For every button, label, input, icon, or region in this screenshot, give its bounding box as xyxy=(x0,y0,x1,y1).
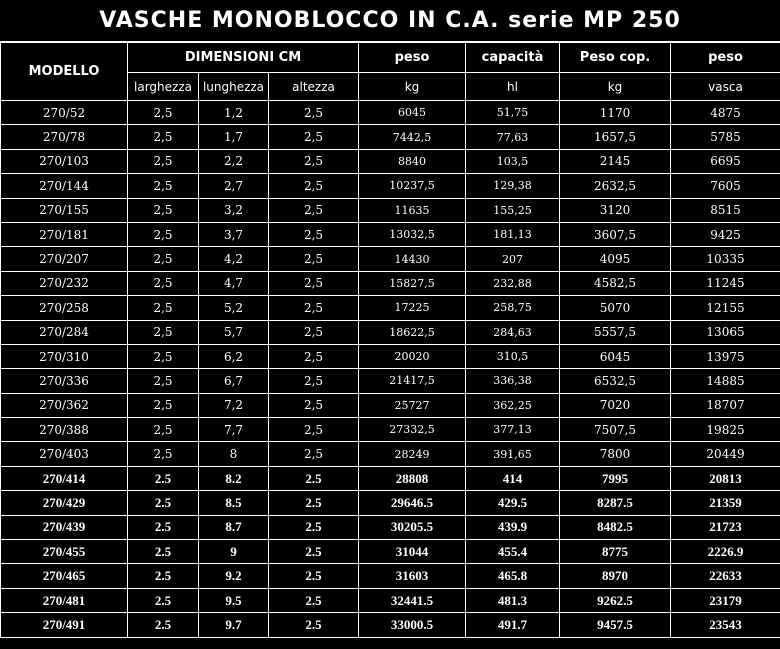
header-dimensioni: DIMENSIONI CM xyxy=(128,43,359,73)
cell-lunghezza: 2,2 xyxy=(199,149,269,173)
cell-altezza: 2.5 xyxy=(269,564,359,588)
cell-peso: 13032,5 xyxy=(359,222,466,246)
cell-capacita: 455.4 xyxy=(466,540,560,564)
cell-altezza: 2,5 xyxy=(269,101,359,125)
cell-peso-vasca: 11245 xyxy=(671,271,780,295)
cell-altezza: 2,5 xyxy=(269,320,359,344)
cell-peso-cop: 7800 xyxy=(560,442,671,466)
cell-larghezza: 2,5 xyxy=(128,198,199,222)
cell-peso-vasca: 23179 xyxy=(671,588,780,612)
cell-lunghezza: 9.7 xyxy=(199,613,269,637)
cell-peso-cop: 4095 xyxy=(560,247,671,271)
cell-lunghezza: 4,7 xyxy=(199,271,269,295)
cell-larghezza: 2.5 xyxy=(128,588,199,612)
cell-capacita: 310,5 xyxy=(466,344,560,368)
cell-modello: 270/155 xyxy=(1,198,128,222)
cell-capacita: 414 xyxy=(466,466,560,490)
table-row xyxy=(1,466,780,490)
cell-larghezza: 2,5 xyxy=(128,369,199,393)
cell-peso: 6045 xyxy=(359,101,466,125)
table-row xyxy=(1,588,780,612)
cell-peso-cop: 9262.5 xyxy=(560,588,671,612)
cell-modello: 270/429 xyxy=(1,491,128,515)
cell-lunghezza: 7,2 xyxy=(199,393,269,417)
cell-peso-vasca: 22633 xyxy=(671,564,780,588)
cell-modello: 270/439 xyxy=(1,515,128,539)
cell-peso-vasca: 19825 xyxy=(671,418,780,442)
header-peso-vasca: peso xyxy=(671,43,780,73)
cell-larghezza: 2.5 xyxy=(128,515,199,539)
cell-peso: 8840 xyxy=(359,149,466,173)
cell-lunghezza: 1,2 xyxy=(199,101,269,125)
table-row xyxy=(1,344,780,368)
cell-capacita: 103,5 xyxy=(466,149,560,173)
cell-peso: 25727 xyxy=(359,393,466,417)
cell-modello: 270/284 xyxy=(1,320,128,344)
table-row xyxy=(1,222,780,246)
table-row xyxy=(1,198,780,222)
cell-lunghezza: 8.7 xyxy=(199,515,269,539)
cell-lunghezza: 4,2 xyxy=(199,247,269,271)
table-row xyxy=(1,247,780,271)
cell-peso-vasca: 20449 xyxy=(671,442,780,466)
cell-altezza: 2,5 xyxy=(269,296,359,320)
header-capacita-unit: hl xyxy=(466,73,560,101)
table-row xyxy=(1,418,780,442)
table-row xyxy=(1,491,780,515)
cell-peso: 32441.5 xyxy=(359,588,466,612)
cell-larghezza: 2,5 xyxy=(128,271,199,295)
cell-lunghezza: 7,7 xyxy=(199,418,269,442)
cell-larghezza: 2,5 xyxy=(128,149,199,173)
cell-altezza: 2.5 xyxy=(269,588,359,612)
cell-capacita: 51,75 xyxy=(466,101,560,125)
cell-altezza: 2,5 xyxy=(269,442,359,466)
cell-capacita: 155,25 xyxy=(466,198,560,222)
cell-capacita: 336,38 xyxy=(466,369,560,393)
cell-altezza: 2,5 xyxy=(269,418,359,442)
cell-modello: 270/388 xyxy=(1,418,128,442)
header-lunghezza: lunghezza xyxy=(199,73,269,101)
cell-altezza: 2,5 xyxy=(269,344,359,368)
cell-peso: 28808 xyxy=(359,466,466,490)
cell-peso-vasca: 21723 xyxy=(671,515,780,539)
cell-larghezza: 2,5 xyxy=(128,344,199,368)
cell-altezza: 2,5 xyxy=(269,393,359,417)
cell-larghezza: 2.5 xyxy=(128,466,199,490)
cell-peso-vasca: 13065 xyxy=(671,320,780,344)
header-capacita: capacità xyxy=(466,43,560,73)
cell-lunghezza: 6,7 xyxy=(199,369,269,393)
cell-modello: 270/52 xyxy=(1,101,128,125)
cell-capacita: 429.5 xyxy=(466,491,560,515)
cell-lunghezza: 5,7 xyxy=(199,320,269,344)
cell-peso: 31603 xyxy=(359,564,466,588)
cell-peso-vasca: 7605 xyxy=(671,174,780,198)
cell-peso-vasca: 8515 xyxy=(671,198,780,222)
cell-peso-vasca: 18707 xyxy=(671,393,780,417)
cell-peso-cop: 7507,5 xyxy=(560,418,671,442)
cell-capacita: 258,75 xyxy=(466,296,560,320)
specs-table xyxy=(0,42,780,638)
header-peso-vasca-sub: vasca xyxy=(671,73,780,101)
cell-peso: 10237,5 xyxy=(359,174,466,198)
cell-larghezza: 2,5 xyxy=(128,247,199,271)
cell-peso: 18622,5 xyxy=(359,320,466,344)
page-title: VASCHE MONOBLOCCO IN C.A. serie MP 250 xyxy=(0,0,780,42)
table-row xyxy=(1,613,780,637)
cell-peso-vasca: 9425 xyxy=(671,222,780,246)
cell-peso: 30205.5 xyxy=(359,515,466,539)
table-row xyxy=(1,393,780,417)
cell-peso: 17225 xyxy=(359,296,466,320)
cell-altezza: 2,5 xyxy=(269,222,359,246)
cell-peso: 20020 xyxy=(359,344,466,368)
cell-lunghezza: 9.2 xyxy=(199,564,269,588)
header-peso-unit: kg xyxy=(359,73,466,101)
cell-altezza: 2.5 xyxy=(269,491,359,515)
cell-capacita: 377,13 xyxy=(466,418,560,442)
cell-altezza: 2.5 xyxy=(269,540,359,564)
cell-capacita: 362,25 xyxy=(466,393,560,417)
cell-peso-cop: 8775 xyxy=(560,540,671,564)
cell-peso-vasca: 20813 xyxy=(671,466,780,490)
cell-capacita: 439.9 xyxy=(466,515,560,539)
cell-modello: 270/258 xyxy=(1,296,128,320)
cell-capacita: 491.7 xyxy=(466,613,560,637)
cell-peso-cop: 6532,5 xyxy=(560,369,671,393)
table-row xyxy=(1,540,780,564)
cell-larghezza: 2,5 xyxy=(128,222,199,246)
cell-capacita: 77,63 xyxy=(466,125,560,149)
cell-peso-cop: 9457.5 xyxy=(560,613,671,637)
cell-modello: 270/78 xyxy=(1,125,128,149)
cell-capacita: 181,13 xyxy=(466,222,560,246)
cell-peso-cop: 5557,5 xyxy=(560,320,671,344)
cell-capacita: 207 xyxy=(466,247,560,271)
cell-larghezza: 2,5 xyxy=(128,101,199,125)
table-row xyxy=(1,101,780,125)
cell-altezza: 2.5 xyxy=(269,515,359,539)
cell-larghezza: 2,5 xyxy=(128,174,199,198)
cell-larghezza: 2.5 xyxy=(128,491,199,515)
cell-altezza: 2,5 xyxy=(269,125,359,149)
cell-peso: 28249 xyxy=(359,442,466,466)
header-altezza: altezza xyxy=(269,73,359,101)
cell-altezza: 2.5 xyxy=(269,613,359,637)
cell-modello: 270/207 xyxy=(1,247,128,271)
cell-peso: 11635 xyxy=(359,198,466,222)
cell-peso-vasca: 12155 xyxy=(671,296,780,320)
cell-larghezza: 2,5 xyxy=(128,320,199,344)
cell-modello: 270/465 xyxy=(1,564,128,588)
table-row xyxy=(1,320,780,344)
cell-altezza: 2,5 xyxy=(269,271,359,295)
cell-peso-vasca: 2226.9 xyxy=(671,540,780,564)
cell-peso: 27332,5 xyxy=(359,418,466,442)
header-peso-cop: Peso cop. xyxy=(560,43,671,73)
cell-peso-vasca: 4875 xyxy=(671,101,780,125)
table-row xyxy=(1,515,780,539)
table-row xyxy=(1,442,780,466)
table-row xyxy=(1,271,780,295)
cell-capacita: 391,65 xyxy=(466,442,560,466)
cell-modello: 270/403 xyxy=(1,442,128,466)
cell-capacita: 481.3 xyxy=(466,588,560,612)
table-row xyxy=(1,125,780,149)
cell-lunghezza: 8.5 xyxy=(199,491,269,515)
cell-modello: 270/232 xyxy=(1,271,128,295)
cell-peso: 31044 xyxy=(359,540,466,564)
cell-lunghezza: 5,2 xyxy=(199,296,269,320)
cell-peso-vasca: 10335 xyxy=(671,247,780,271)
cell-altezza: 2,5 xyxy=(269,247,359,271)
cell-lunghezza: 3,7 xyxy=(199,222,269,246)
cell-peso-cop: 3607,5 xyxy=(560,222,671,246)
header-row-main xyxy=(1,43,780,73)
cell-peso-cop: 2145 xyxy=(560,149,671,173)
cell-capacita: 129,38 xyxy=(466,174,560,198)
cell-larghezza: 2.5 xyxy=(128,540,199,564)
cell-larghezza: 2,5 xyxy=(128,418,199,442)
cell-altezza: 2.5 xyxy=(269,466,359,490)
cell-peso-vasca: 21359 xyxy=(671,491,780,515)
header-larghezza: larghezza xyxy=(128,73,199,101)
cell-lunghezza: 2,7 xyxy=(199,174,269,198)
cell-peso-cop: 8970 xyxy=(560,564,671,588)
cell-peso: 33000.5 xyxy=(359,613,466,637)
cell-modello: 270/310 xyxy=(1,344,128,368)
cell-peso-vasca: 6695 xyxy=(671,149,780,173)
cell-peso-cop: 8287.5 xyxy=(560,491,671,515)
cell-capacita: 284,63 xyxy=(466,320,560,344)
cell-peso: 14430 xyxy=(359,247,466,271)
cell-peso-cop: 5070 xyxy=(560,296,671,320)
cell-peso-cop: 1657,5 xyxy=(560,125,671,149)
cell-lunghezza: 8 xyxy=(199,442,269,466)
table-row xyxy=(1,564,780,588)
cell-larghezza: 2.5 xyxy=(128,564,199,588)
header-peso: peso xyxy=(359,43,466,73)
cell-lunghezza: 9 xyxy=(199,540,269,564)
table-row xyxy=(1,174,780,198)
cell-modello: 270/491 xyxy=(1,613,128,637)
cell-larghezza: 2,5 xyxy=(128,393,199,417)
cell-larghezza: 2,5 xyxy=(128,125,199,149)
cell-modello: 270/103 xyxy=(1,149,128,173)
header-modello: MODELLO xyxy=(1,43,128,101)
table-row xyxy=(1,296,780,320)
cell-capacita: 465.8 xyxy=(466,564,560,588)
cell-modello: 270/481 xyxy=(1,588,128,612)
cell-peso-cop: 1170 xyxy=(560,101,671,125)
table-body xyxy=(1,101,780,638)
cell-modello: 270/181 xyxy=(1,222,128,246)
cell-peso-cop: 3120 xyxy=(560,198,671,222)
cell-peso-cop: 2632,5 xyxy=(560,174,671,198)
cell-modello: 270/455 xyxy=(1,540,128,564)
cell-larghezza: 2.5 xyxy=(128,613,199,637)
cell-lunghezza: 1,7 xyxy=(199,125,269,149)
cell-lunghezza: 6,2 xyxy=(199,344,269,368)
cell-peso-vasca: 14885 xyxy=(671,369,780,393)
cell-peso-vasca: 5785 xyxy=(671,125,780,149)
cell-peso: 7442,5 xyxy=(359,125,466,149)
cell-modello: 270/414 xyxy=(1,466,128,490)
cell-altezza: 2,5 xyxy=(269,174,359,198)
cell-altezza: 2,5 xyxy=(269,149,359,173)
cell-peso-cop: 8482.5 xyxy=(560,515,671,539)
cell-peso-vasca: 23543 xyxy=(671,613,780,637)
cell-larghezza: 2,5 xyxy=(128,442,199,466)
table-row xyxy=(1,369,780,393)
cell-altezza: 2,5 xyxy=(269,369,359,393)
cell-modello: 270/144 xyxy=(1,174,128,198)
cell-altezza: 2,5 xyxy=(269,198,359,222)
header-peso-cop-unit: kg xyxy=(560,73,671,101)
cell-lunghezza: 9.5 xyxy=(199,588,269,612)
cell-peso-vasca: 13975 xyxy=(671,344,780,368)
cell-peso: 29646.5 xyxy=(359,491,466,515)
table-row xyxy=(1,149,780,173)
cell-peso-cop: 7020 xyxy=(560,393,671,417)
cell-capacita: 232,88 xyxy=(466,271,560,295)
cell-peso-cop: 6045 xyxy=(560,344,671,368)
cell-peso: 21417,5 xyxy=(359,369,466,393)
cell-modello: 270/336 xyxy=(1,369,128,393)
cell-peso-cop: 4582,5 xyxy=(560,271,671,295)
cell-larghezza: 2,5 xyxy=(128,296,199,320)
cell-lunghezza: 3,2 xyxy=(199,198,269,222)
cell-lunghezza: 8.2 xyxy=(199,466,269,490)
cell-modello: 270/362 xyxy=(1,393,128,417)
cell-peso: 15827,5 xyxy=(359,271,466,295)
cell-peso-cop: 7995 xyxy=(560,466,671,490)
